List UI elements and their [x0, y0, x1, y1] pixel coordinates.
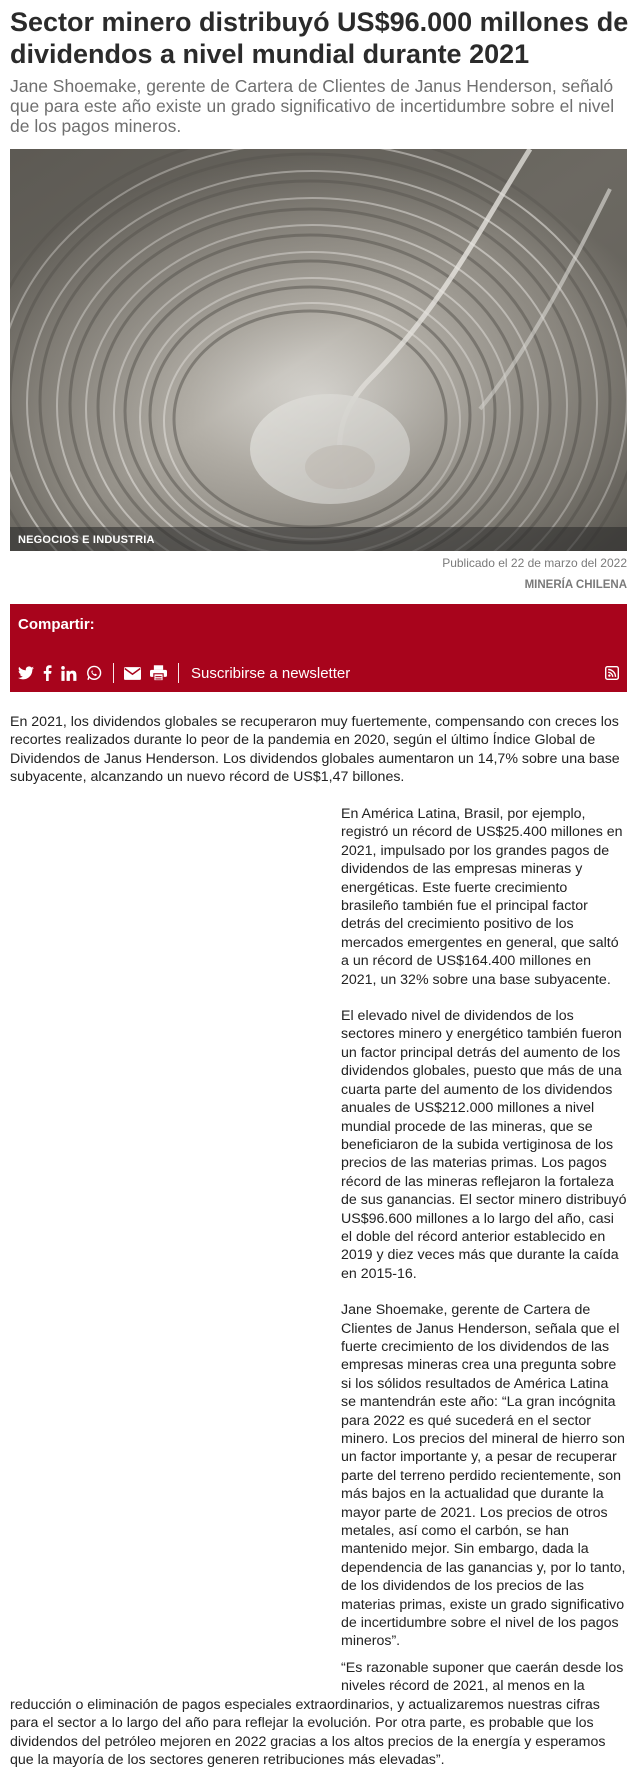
article-headline: Sector minero distribuyó US$96.000 millones de dividendos a nivel mundial durante 2021 — [10, 7, 629, 69]
share-separator — [113, 663, 114, 683]
article-subtitle: Jane Shoemake, gerente de Cartera de Clientes de Janus Henderson, señaló que para este año existe un grado significativo de incertidumbre sobre el nivel de los pagos mineros. — [10, 76, 615, 136]
open-pit-mine-photo — [10, 149, 627, 551]
share-separator — [178, 663, 179, 683]
source-label: MINERÍA CHILENA — [524, 579, 627, 591]
body-paragraph-5-rest: reducción o eliminación de pagos especiales extraordinarios, y actualizaremos nuestras cifras para el sector a lo largo del año para reflejar la evolución. Por otra parte, es probable que los dividendos del petróleo mejoren en 2022 gracias a los altos precios de la energía y esperamos que la mayoría de los sectores generen retribuciones más elevadas”. — [10, 1697, 606, 1769]
body-paragraph-3: El elevado nivel de dividendos de los sectores minero y energético también fueron un factor principal detrás del aumento de los dividendos globales, puesto que más de una cuarta parte del aumento de los dividendos anuales de US$212.000 millones a nivel mundial procede de las mineras, que se beneficiaron de la subida vertiginosa de los precios de las materias primas. Los pagos récord de las mineras reflejaron la fortaleza de sus ganancias. El sector minero distribuyó US$96.600 millones a lo largo del año, casi el doble del récord anterior establecido en 2019 y diez veces más que durante la caída en 2015-16. — [341, 1008, 627, 1282]
print-icon[interactable] — [150, 662, 167, 684]
body-paragraph-4: Jane Shoemake, gerente de Cartera de Clientes de Janus Henderson, señala que el fuerte crecimiento de los dividendos de las empresas mineras crea una pregunta sobre si los sólidos resultados de América Latina se mantendrán este año: “La gran incógnita para 2022 es qué sucederá en el sector minero. Los precios del mineral de hierro son un factor importante y, a pesar de recuperar parte del terreno perdido recientemente, son más bajos en la actualidad que durante la mayor parte de 2021. Los precios de otros metales, así como el carbón, se han mantenido mejor. Sin embargo, dada la dependencia de las ganancias y, por lo tanto, de los dividendos de los precios de las materias primas, existe un grado significativo de incertidumbre sobre el nivel de los pagos mineros”. — [341, 1302, 626, 1650]
whatsapp-icon[interactable] — [86, 662, 102, 684]
body-paragraph-1: En 2021, los dividendos globales se recuperaron muy fuertemente, compensando con creces los recortes realizados durante lo peor de la pandemia en 2020, según el último Índice Global de Dividendos de Janus Henderson. Los dividendos globales aumentaron un 14,7% sobre una base subyacente, alcanzando un nuevo récord de US$1,47 billones. — [10, 714, 620, 786]
share-icons — [18, 662, 350, 684]
newsletter-link[interactable]: Suscribirse a newsletter — [191, 664, 351, 682]
twitter-icon[interactable] — [18, 662, 34, 684]
facebook-icon[interactable] — [43, 662, 52, 684]
body-right-column — [341, 805, 627, 1651]
hero-category-label[interactable]: NEGOCIOS E INDUSTRIA — [18, 534, 155, 546]
email-icon[interactable] — [124, 662, 141, 684]
published-date: Publicado el 22 de marzo del 2022 — [442, 556, 627, 570]
share-title: Compartir: — [18, 616, 95, 633]
linkedin-icon[interactable] — [61, 662, 77, 684]
body-paragraph-2: En América Latina, Brasil, por ejemplo, registró un récord de US$25.400 millones en 2021, impulsado por los grandes pagos de dividendos de las empresas mineras y energéticas. Este fuerte crecimiento brasileño también fue el principal factor detrás del crecimiento positivo de los mercados emergentes en general, que saltó a un récord de US$164.400 millones en 2021, un 32% sobre una base subyacente. — [341, 806, 623, 988]
body-paragraph-5-start: “Es razonable suponer que caerán desde los niveles récord de 2021, al menos en la — [341, 1660, 624, 1695]
share-bar — [10, 604, 627, 692]
rss-icon[interactable] — [605, 666, 619, 685]
hero-image — [10, 149, 627, 551]
